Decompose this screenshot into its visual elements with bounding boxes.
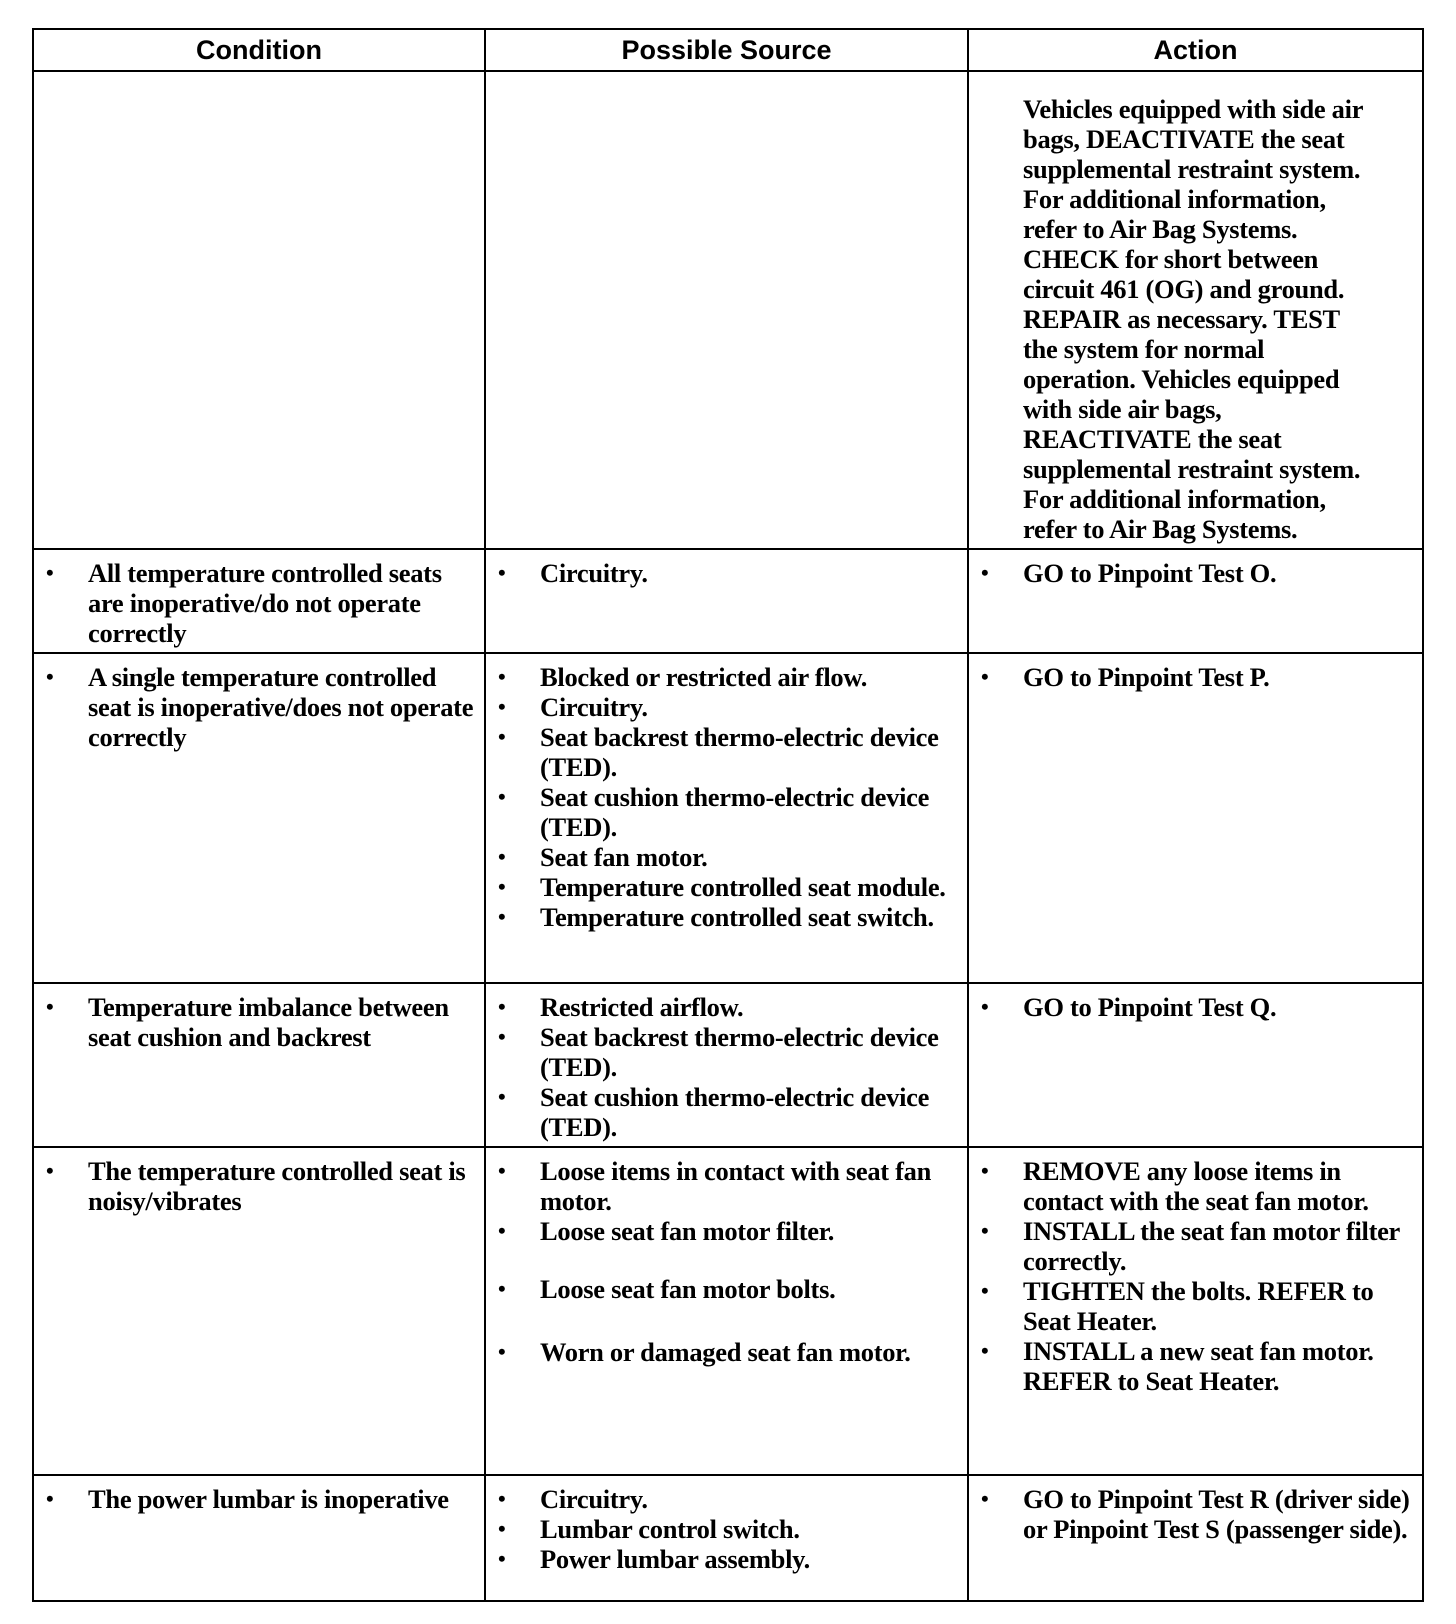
source-item: • Lumbar control switch. bbox=[498, 1514, 957, 1544]
action-item: • REMOVE any loose items in contact with the seat fan motor. bbox=[981, 1156, 1412, 1216]
source-cell bbox=[485, 549, 968, 653]
source-cell bbox=[485, 71, 968, 549]
action-line: CHECK for short between bbox=[1023, 244, 1319, 274]
source-item: • Temperature controlled seat module. bbox=[498, 872, 957, 902]
condition-cell bbox=[33, 71, 485, 549]
condition-text: • A single temperature controlled seat is inoperative/does not operate correctly bbox=[46, 662, 474, 752]
condition-text: • All temperature controlled seats are inoperative/do not operate correctly bbox=[46, 558, 474, 648]
action-paragraph bbox=[981, 80, 1412, 544]
action-cell bbox=[968, 983, 1423, 1147]
action-cell bbox=[968, 1475, 1423, 1601]
source-item: • Seat backrest thermo-electric device (TED). bbox=[498, 722, 957, 782]
source-item: • Seat cushion thermo-electric device (TED). bbox=[498, 1082, 957, 1142]
source-item: • Seat fan motor. bbox=[498, 842, 957, 872]
source-item: • Blocked or restricted air flow. bbox=[498, 662, 957, 692]
condition-cell bbox=[33, 1147, 485, 1475]
table-row bbox=[33, 1475, 1423, 1601]
action-line: supplemental restraint system. bbox=[1023, 454, 1361, 484]
action-item: • INSTALL a new seat fan motor. REFER to Seat Heater. bbox=[981, 1336, 1412, 1396]
action-line: operation. Vehicles equipped bbox=[1023, 364, 1340, 394]
condition-text: • Temperature imbalance between seat cushion and backrest bbox=[46, 992, 474, 1052]
action-item: • GO to Pinpoint Test O. bbox=[981, 558, 1412, 588]
action-line: REPAIR as necessary. TEST bbox=[1023, 304, 1340, 334]
action-line: bags, DEACTIVATE the seat bbox=[1023, 124, 1345, 154]
source-item: • Restricted airflow. bbox=[498, 992, 957, 1022]
action-cell bbox=[968, 1147, 1423, 1475]
action-cell bbox=[968, 71, 1423, 549]
condition-cell bbox=[33, 549, 485, 653]
source-cell bbox=[485, 983, 968, 1147]
action-item: • INSTALL the seat fan motor filter correctly. bbox=[981, 1216, 1412, 1276]
header-condition: Condition bbox=[33, 29, 485, 71]
header-row bbox=[33, 29, 1423, 71]
action-line: REACTIVATE the seat bbox=[1023, 424, 1282, 454]
action-cell bbox=[968, 653, 1423, 983]
source-cell bbox=[485, 653, 968, 983]
source-item: • Circuitry. bbox=[498, 692, 957, 722]
action-line: supplemental restraint system. bbox=[1023, 154, 1361, 184]
action-line: the system for normal bbox=[1023, 334, 1265, 364]
source-item: • Temperature controlled seat switch. bbox=[498, 902, 957, 932]
header-possible-source: Possible Source bbox=[485, 29, 968, 71]
table-row bbox=[33, 983, 1423, 1147]
symptom-chart-table bbox=[32, 28, 1424, 1602]
source-item: • Loose items in contact with seat fan motor. bbox=[498, 1156, 957, 1216]
source-item: • Seat backrest thermo-electric device (TED). bbox=[498, 1022, 957, 1082]
table-row bbox=[33, 549, 1423, 653]
source-item: • Worn or damaged seat fan motor. bbox=[498, 1337, 957, 1367]
condition-cell bbox=[33, 1475, 485, 1601]
source-item: • Loose seat fan motor bolts. bbox=[498, 1274, 957, 1304]
source-item: • Power lumbar assembly. bbox=[498, 1544, 957, 1574]
action-item: • TIGHTEN the bolts. REFER to Seat Heater. bbox=[981, 1276, 1412, 1336]
action-line: For additional information, bbox=[1023, 484, 1326, 514]
condition-cell bbox=[33, 983, 485, 1147]
table-row bbox=[33, 653, 1423, 983]
action-line: Vehicles equipped with side air bbox=[1023, 94, 1364, 124]
action-item: • GO to Pinpoint Test R (driver side) or Pinpoint Test S (passenger side). bbox=[981, 1484, 1412, 1544]
action-item: • GO to Pinpoint Test Q. bbox=[981, 992, 1412, 1022]
source-item: • Circuitry. bbox=[498, 1484, 957, 1514]
header-action: Action bbox=[968, 29, 1423, 71]
source-item: • Seat cushion thermo-electric device (TED). bbox=[498, 782, 957, 842]
source-item: • Loose seat fan motor filter. bbox=[498, 1216, 957, 1246]
action-line: with side air bags, bbox=[1023, 394, 1222, 424]
action-line: circuit 461 (OG) and ground. bbox=[1023, 274, 1345, 304]
source-cell bbox=[485, 1147, 968, 1475]
action-line: For additional information, bbox=[1023, 184, 1326, 214]
action-line: refer to Air Bag Systems. bbox=[1023, 214, 1298, 244]
condition-text: • The temperature controlled seat is noisy/vibrates bbox=[46, 1156, 474, 1216]
action-cell bbox=[968, 549, 1423, 653]
table-row-continued bbox=[33, 71, 1423, 549]
source-cell bbox=[485, 1475, 968, 1601]
action-line: refer to Air Bag Systems. bbox=[1023, 514, 1298, 544]
action-item: • GO to Pinpoint Test P. bbox=[981, 662, 1412, 692]
condition-cell bbox=[33, 653, 485, 983]
source-item: • Circuitry. bbox=[498, 558, 957, 588]
condition-text: • The power lumbar is inoperative bbox=[46, 1484, 474, 1514]
table-row bbox=[33, 1147, 1423, 1475]
